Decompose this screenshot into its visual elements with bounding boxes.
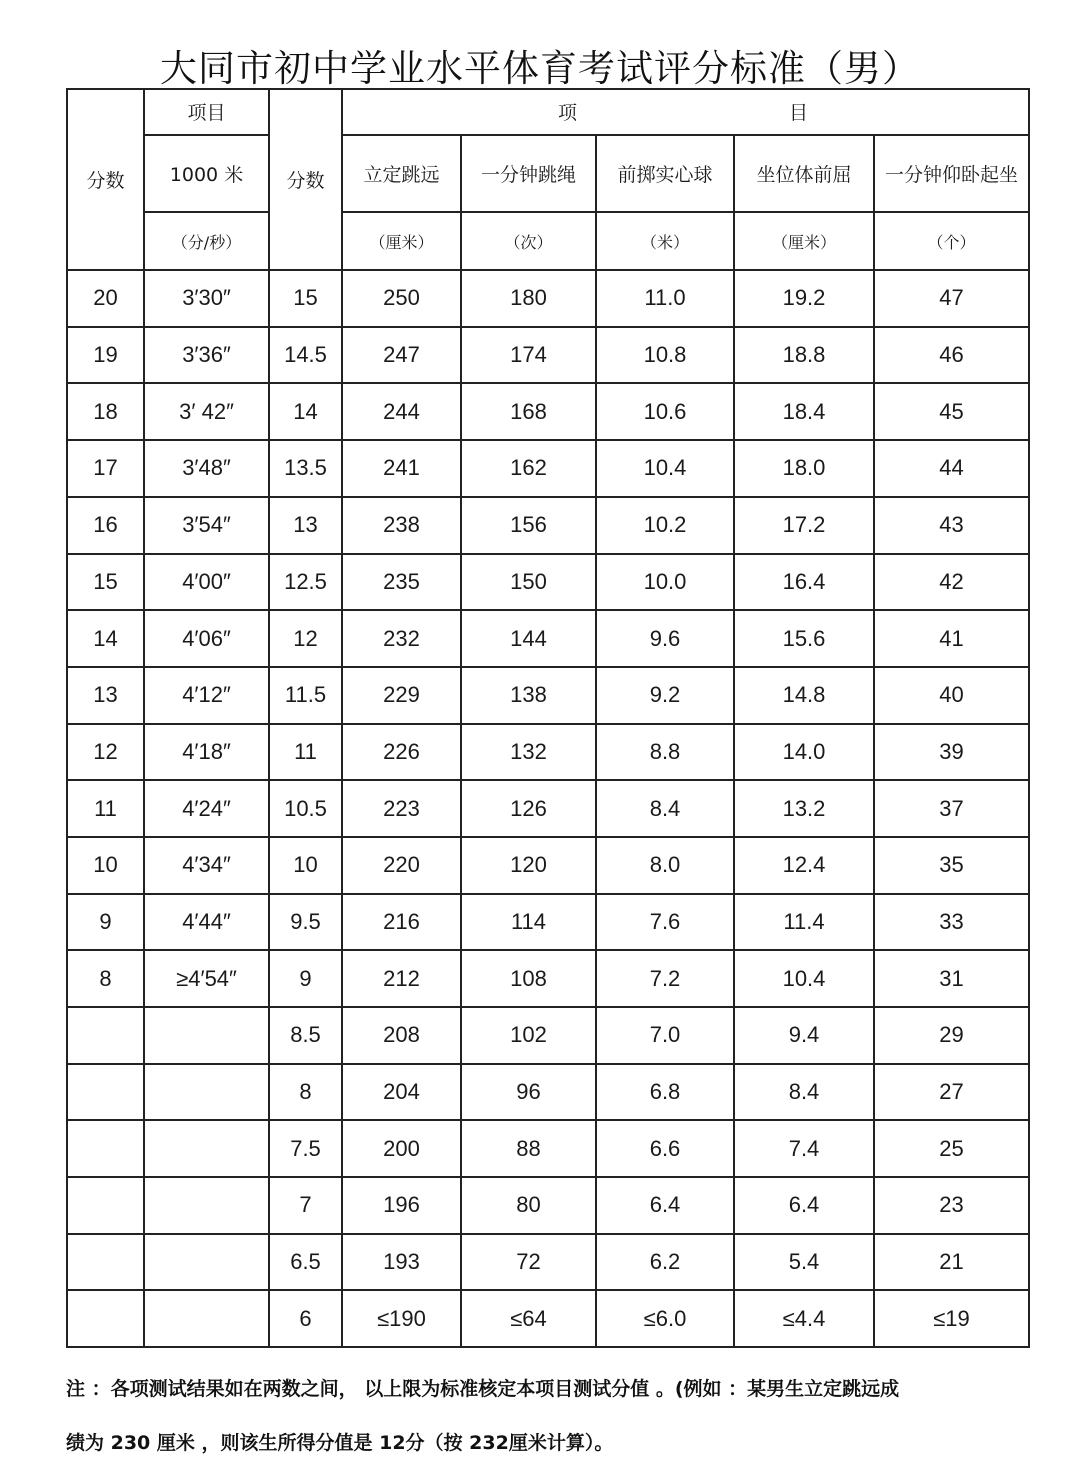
standing-jump-cell: 204 (342, 1064, 461, 1121)
sit-up-cell: 31 (874, 950, 1029, 1007)
run-time-cell: 4′24″ (144, 780, 269, 837)
standing-jump-cell: 200 (342, 1120, 461, 1177)
score-header-2: 分数 (269, 89, 342, 270)
sit-up-cell: ≤19 (874, 1290, 1029, 1347)
standing-jump-cell: 208 (342, 1007, 461, 1064)
run-time-cell: 3′48″ (144, 440, 269, 497)
ball-throw-cell: 8.8 (596, 724, 734, 781)
score-header: 分数 (67, 89, 144, 270)
table-row (67, 554, 1029, 611)
rope-skip-cell: 144 (461, 610, 596, 667)
event-name: 一分钟仰卧起坐 (874, 135, 1029, 213)
sit-up-cell: 45 (874, 383, 1029, 440)
sit-reach-cell: 8.4 (734, 1064, 874, 1121)
sit-up-cell: 40 (874, 667, 1029, 724)
score-cell: 11 (67, 780, 144, 837)
sit-reach-cell: 18.0 (734, 440, 874, 497)
run-time-cell (144, 1234, 269, 1291)
table-row (67, 1177, 1029, 1234)
ball-throw-cell: 10.2 (596, 497, 734, 554)
sit-up-cell: 44 (874, 440, 1029, 497)
table-row (67, 724, 1029, 781)
event-name: 一分钟跳绳 (461, 135, 596, 213)
standing-jump-cell: 216 (342, 894, 461, 951)
score-cell-2: 13.5 (269, 440, 342, 497)
ball-throw-cell: 11.0 (596, 270, 734, 327)
score-cell-2: 9 (269, 950, 342, 1007)
event-unit: （个） (874, 212, 1029, 270)
rope-skip-cell: ≤64 (461, 1290, 596, 1347)
standing-jump-cell: 220 (342, 837, 461, 894)
standing-jump-cell: 223 (342, 780, 461, 837)
ball-throw-cell: ≤6.0 (596, 1290, 734, 1347)
run-time-cell: 4′12″ (144, 667, 269, 724)
ball-throw-cell: 9.6 (596, 610, 734, 667)
run-time-cell: 4′00″ (144, 554, 269, 611)
score-cell (67, 1007, 144, 1064)
score-cell-2: 8 (269, 1064, 342, 1121)
score-cell-2: 10.5 (269, 780, 342, 837)
standing-jump-cell: 247 (342, 327, 461, 384)
run-time-cell (144, 1120, 269, 1177)
group-label-2: 目 (789, 102, 809, 125)
score-cell-2: 6.5 (269, 1234, 342, 1291)
score-cell: 20 (67, 270, 144, 327)
standing-jump-cell: 229 (342, 667, 461, 724)
score-cell: 12 (67, 724, 144, 781)
ball-throw-cell: 6.8 (596, 1064, 734, 1121)
event-unit: （次） (461, 212, 596, 270)
score-cell-2: 12.5 (269, 554, 342, 611)
table-row (67, 780, 1029, 837)
sit-up-cell: 35 (874, 837, 1029, 894)
rope-skip-cell: 102 (461, 1007, 596, 1064)
score-cell: 13 (67, 667, 144, 724)
score-cell: 19 (67, 327, 144, 384)
table-row (67, 440, 1029, 497)
score-cell-2: 13 (269, 497, 342, 554)
run-event-name: 1000 米 (144, 135, 269, 213)
standing-jump-cell: 196 (342, 1177, 461, 1234)
sit-reach-cell: 16.4 (734, 554, 874, 611)
score-cell: 9 (67, 894, 144, 951)
sit-up-cell: 43 (874, 497, 1029, 554)
sit-reach-cell: 7.4 (734, 1120, 874, 1177)
rope-skip-cell: 72 (461, 1234, 596, 1291)
rope-skip-cell: 174 (461, 327, 596, 384)
table-row (67, 667, 1029, 724)
score-cell-2: 9.5 (269, 894, 342, 951)
event-name: 前掷实心球 (596, 135, 734, 213)
score-cell (67, 1290, 144, 1347)
run-time-cell: 3′ 42″ (144, 383, 269, 440)
rope-skip-cell: 96 (461, 1064, 596, 1121)
group-label-1: 项 (558, 102, 578, 125)
footnote (66, 1362, 1046, 1470)
item-header: 项目 (144, 89, 269, 135)
ball-throw-cell: 9.2 (596, 667, 734, 724)
table-row (67, 497, 1029, 554)
score-cell: 8 (67, 950, 144, 1007)
sit-up-cell: 33 (874, 894, 1029, 951)
footnote-line-2: 绩为 230 厘米 ，则该生所得分值是 12分（按 232厘米计算）。 (66, 1432, 614, 1454)
sit-reach-cell: 10.4 (734, 950, 874, 1007)
score-cell (67, 1177, 144, 1234)
rope-skip-cell: 80 (461, 1177, 596, 1234)
ball-throw-cell: 10.0 (596, 554, 734, 611)
sit-reach-cell: ≤4.4 (734, 1290, 874, 1347)
table-row (67, 1064, 1029, 1121)
sit-up-cell: 39 (874, 724, 1029, 781)
ball-throw-cell: 7.6 (596, 894, 734, 951)
standing-jump-cell: 244 (342, 383, 461, 440)
sit-up-cell: 25 (874, 1120, 1029, 1177)
score-cell-2: 15 (269, 270, 342, 327)
rope-skip-cell: 126 (461, 780, 596, 837)
score-cell (67, 1064, 144, 1121)
ball-throw-cell: 7.2 (596, 950, 734, 1007)
standing-jump-cell: ≤190 (342, 1290, 461, 1347)
sit-reach-cell: 13.2 (734, 780, 874, 837)
standing-jump-cell: 212 (342, 950, 461, 1007)
standing-jump-cell: 226 (342, 724, 461, 781)
sit-reach-cell: 5.4 (734, 1234, 874, 1291)
table-row (67, 610, 1029, 667)
ball-throw-cell: 10.6 (596, 383, 734, 440)
ball-throw-cell: 6.2 (596, 1234, 734, 1291)
event-unit: （米） (596, 212, 734, 270)
standing-jump-cell: 235 (342, 554, 461, 611)
event-unit: （厘米） (734, 212, 874, 270)
rope-skip-cell: 180 (461, 270, 596, 327)
run-time-cell: 4′06″ (144, 610, 269, 667)
sit-up-cell: 47 (874, 270, 1029, 327)
sit-up-cell: 46 (874, 327, 1029, 384)
page-title: 大同市初中学业水平体育考试评分标准（男） (160, 47, 920, 90)
score-cell-2: 8.5 (269, 1007, 342, 1064)
score-cell (67, 1234, 144, 1291)
ball-throw-cell: 6.4 (596, 1177, 734, 1234)
event-name: 坐位体前屈 (734, 135, 874, 213)
run-time-cell (144, 1007, 269, 1064)
rope-skip-cell: 120 (461, 837, 596, 894)
standing-jump-cell: 250 (342, 270, 461, 327)
score-cell-2: 10 (269, 837, 342, 894)
rope-skip-cell: 132 (461, 724, 596, 781)
sit-reach-cell: 17.2 (734, 497, 874, 554)
run-time-cell (144, 1290, 269, 1347)
score-cell: 16 (67, 497, 144, 554)
sit-up-cell: 41 (874, 610, 1029, 667)
scoring-table (66, 88, 1030, 1348)
sit-reach-cell: 6.4 (734, 1177, 874, 1234)
standing-jump-cell: 232 (342, 610, 461, 667)
sit-reach-cell: 12.4 (734, 837, 874, 894)
table-row (67, 1290, 1029, 1347)
run-time-cell: 4′34″ (144, 837, 269, 894)
sit-reach-cell: 11.4 (734, 894, 874, 951)
sit-reach-cell: 9.4 (734, 1007, 874, 1064)
sit-reach-cell: 18.4 (734, 383, 874, 440)
run-time-cell: 3′30″ (144, 270, 269, 327)
ball-throw-cell: 6.6 (596, 1120, 734, 1177)
run-unit: （分/秒） (144, 212, 269, 270)
rope-skip-cell: 150 (461, 554, 596, 611)
run-time-cell: 3′54″ (144, 497, 269, 554)
rope-skip-cell: 162 (461, 440, 596, 497)
sit-up-cell: 37 (874, 780, 1029, 837)
ball-throw-cell: 8.4 (596, 780, 734, 837)
run-time-cell: ≥4′54″ (144, 950, 269, 1007)
table-row (67, 327, 1029, 384)
ball-throw-cell: 8.0 (596, 837, 734, 894)
run-time-cell: 4′44″ (144, 894, 269, 951)
sit-reach-cell: 18.8 (734, 327, 874, 384)
table-row (67, 837, 1029, 894)
score-cell: 18 (67, 383, 144, 440)
score-cell: 17 (67, 440, 144, 497)
ball-throw-cell: 7.0 (596, 1007, 734, 1064)
rope-skip-cell: 108 (461, 950, 596, 1007)
standing-jump-cell: 241 (342, 440, 461, 497)
score-cell-2: 11.5 (269, 667, 342, 724)
score-cell-2: 12 (269, 610, 342, 667)
score-cell-2: 6 (269, 1290, 342, 1347)
table-row (67, 1007, 1029, 1064)
score-cell-2: 14.5 (269, 327, 342, 384)
sit-reach-cell: 14.8 (734, 667, 874, 724)
ball-throw-cell: 10.8 (596, 327, 734, 384)
score-cell: 10 (67, 837, 144, 894)
sit-up-cell: 29 (874, 1007, 1029, 1064)
sit-reach-cell: 19.2 (734, 270, 874, 327)
standing-jump-cell: 193 (342, 1234, 461, 1291)
score-cell-2: 7 (269, 1177, 342, 1234)
rope-skip-cell: 88 (461, 1120, 596, 1177)
rope-skip-cell: 138 (461, 667, 596, 724)
score-cell: 14 (67, 610, 144, 667)
run-time-cell: 3′36″ (144, 327, 269, 384)
sit-up-cell: 23 (874, 1177, 1029, 1234)
event-unit: （厘米） (342, 212, 461, 270)
sit-reach-cell: 14.0 (734, 724, 874, 781)
rope-skip-cell: 114 (461, 894, 596, 951)
event-name: 立定跳远 (342, 135, 461, 213)
score-cell: 15 (67, 554, 144, 611)
sit-up-cell: 42 (874, 554, 1029, 611)
event-group-header (342, 89, 1029, 135)
sit-up-cell: 27 (874, 1064, 1029, 1121)
table-row (67, 950, 1029, 1007)
ball-throw-cell: 10.4 (596, 440, 734, 497)
run-time-cell (144, 1064, 269, 1121)
sit-up-cell: 21 (874, 1234, 1029, 1291)
table-row (67, 383, 1029, 440)
run-time-cell: 4′18″ (144, 724, 269, 781)
table-row (67, 1120, 1029, 1177)
score-cell (67, 1120, 144, 1177)
table-row (67, 1234, 1029, 1291)
rope-skip-cell: 168 (461, 383, 596, 440)
rope-skip-cell: 156 (461, 497, 596, 554)
run-time-cell (144, 1177, 269, 1234)
sit-reach-cell: 15.6 (734, 610, 874, 667)
score-cell-2: 14 (269, 383, 342, 440)
table-row (67, 270, 1029, 327)
table-row (67, 894, 1029, 951)
footnote-line-1: 注 ：各项测试结果如在两数之间， 以上限为标准核定本项目测试分值 。(例如 ：某男生立定跳远成 (66, 1378, 900, 1400)
score-cell-2: 11 (269, 724, 342, 781)
standing-jump-cell: 238 (342, 497, 461, 554)
score-cell-2: 7.5 (269, 1120, 342, 1177)
